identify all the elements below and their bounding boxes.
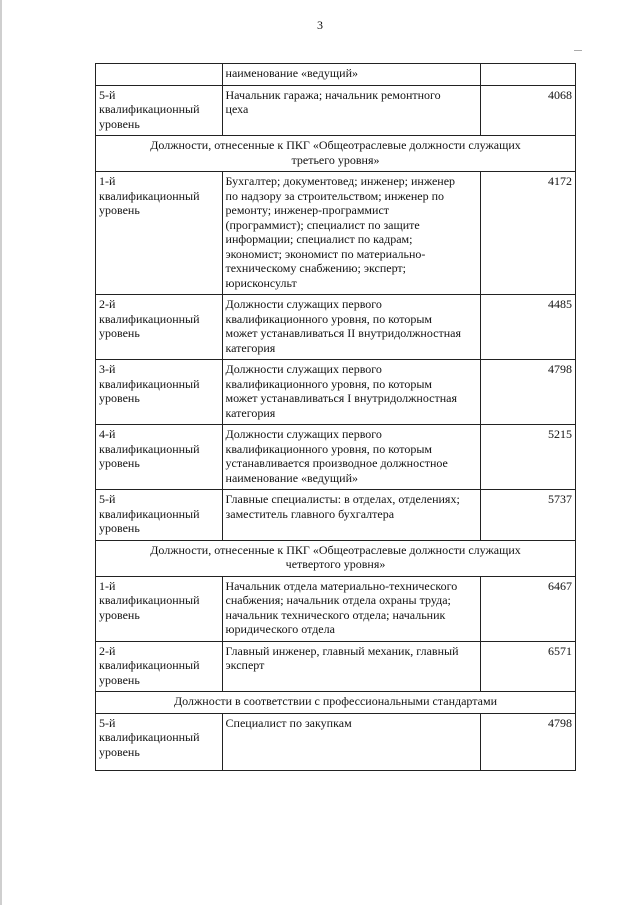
text-line: квалификационный [99, 188, 200, 203]
table-row [96, 490, 576, 541]
text-line: уровень [99, 521, 140, 535]
text-line: квалификационный [99, 658, 200, 672]
text-line: квалификационный [99, 506, 200, 521]
text-line: уровень [99, 203, 140, 217]
text-line: может устанавливаться I внутридолжностная [225, 391, 457, 405]
text-line: Должности служащих первого [225, 427, 382, 441]
positions-cell [222, 490, 480, 541]
salary-cell: 4485 [480, 295, 575, 360]
positions-cell [222, 641, 480, 692]
group-header [96, 692, 576, 714]
text-line: уровень [99, 326, 140, 340]
text-line: начальник технического отдела; начальник [225, 607, 446, 622]
salary-cell: 6571 [480, 641, 575, 692]
page-number: 3 [317, 18, 323, 32]
table-row [96, 172, 576, 295]
text-line: Специалист по закупкам [225, 715, 352, 730]
text-line: Бухгалтер; документовед; инженер; инженер [225, 174, 456, 188]
text-line: ремонту; инженер-программист [225, 203, 390, 217]
salary-cell: 5737 [480, 490, 575, 541]
text-line: эксперт [225, 658, 265, 672]
group-header-row [96, 540, 576, 576]
text-line: 5-й [99, 715, 116, 730]
text-line: уровень [99, 391, 140, 405]
group-header-row [96, 692, 576, 714]
text-line: 4-й [99, 427, 116, 441]
text-line: экономист; экономист по материально- [225, 246, 426, 261]
qualification-level-cell [96, 172, 223, 295]
qualification-level-cell [96, 641, 223, 692]
positions-cell [222, 172, 480, 295]
text-line: техническому снабжению; эксперт; [225, 261, 407, 275]
table-row [96, 576, 576, 641]
text-line: 1-й [99, 578, 116, 593]
text-line: Должности в соответствии с профессиональными стандартами [174, 694, 497, 708]
text-line: Должности, отнесенные к ПКГ «Общеотраслевые должности служащих [150, 138, 521, 152]
text-line: наименование «ведущий» [225, 66, 358, 80]
page-left-edge [0, 0, 2, 905]
text-line: может устанавливаться II внутридолжностная [225, 326, 461, 340]
text-line: цеха [225, 102, 249, 116]
qualification-level-cell [96, 295, 223, 360]
text-line: 2-й [99, 643, 116, 658]
text-line: Должности служащих первого [225, 297, 382, 311]
text-line: по надзору за строительством; инженер по [225, 188, 445, 203]
text-line: квалификационного уровня, по которым [225, 441, 433, 456]
group-header [96, 136, 576, 172]
table-row [96, 641, 576, 692]
text-line: четвертого уровня» [285, 557, 386, 571]
text-line: (программист); специалист по защите [225, 217, 420, 232]
text-line: квалификационный [99, 376, 200, 391]
text-line: третьего уровня» [291, 152, 380, 167]
text-line: Должности, отнесенные к ПКГ «Общеотраслевые должности служащих [150, 542, 521, 557]
text-line: 5-й [99, 492, 116, 506]
qualification-level-cell [96, 360, 223, 425]
text-line: уровень [99, 744, 140, 759]
positions-cell [222, 425, 480, 490]
group-header-row [96, 136, 576, 172]
salary-cell: 4798 [480, 713, 575, 770]
text-line: уровень [99, 672, 140, 687]
qualification-level-cell [96, 576, 223, 641]
positions-cell [222, 295, 480, 360]
qualification-level-cell [96, 85, 223, 136]
text-line: устанавливается производное должностное [225, 456, 448, 470]
text-line: юридического отдела [225, 622, 335, 636]
positions-cell [222, 64, 480, 86]
qualification-level-cell [96, 713, 223, 770]
table-row [96, 360, 576, 425]
text-line: квалификационного уровня, по которым [225, 311, 433, 326]
text-line: квалификационный [99, 102, 200, 116]
positions-cell [222, 85, 480, 136]
table-row [96, 64, 576, 86]
salary-table [95, 63, 576, 771]
qualification-level-cell [96, 490, 223, 541]
table-row [96, 85, 576, 136]
text-line: снабжения; начальник отдела охраны труда; [225, 593, 451, 607]
salary-cell: 6467 [480, 576, 575, 641]
text-line: квалификационный [99, 730, 200, 744]
text-line: заместитель главного бухгалтера [225, 506, 395, 521]
text-line: Начальник гаража; начальник ремонтного [225, 87, 441, 102]
text-line: категория [225, 340, 276, 355]
text-line: 3-й [99, 362, 116, 376]
qualification-level-cell [96, 64, 223, 86]
text-line: квалификационный [99, 311, 200, 326]
table-body [96, 64, 576, 771]
text-line: уровень [99, 607, 140, 622]
page-mark [574, 50, 582, 51]
text-line: уровень [99, 456, 140, 470]
salary-cell [480, 64, 575, 86]
text-line: квалификационного уровня, по которым [225, 376, 433, 391]
text-line: юрисконсульт [225, 275, 297, 290]
salary-cell: 5215 [480, 425, 575, 490]
text-line: 1-й [99, 174, 116, 188]
text-line: квалификационный [99, 441, 200, 456]
table-row [96, 295, 576, 360]
text-line: категория [225, 405, 276, 420]
text-line: наименование «ведущий» [225, 470, 358, 485]
text-line: Начальник отдела материально-технического [225, 578, 458, 593]
salary-cell: 4172 [480, 172, 575, 295]
text-line: Должности служащих первого [225, 362, 382, 376]
text-line: уровень [99, 116, 140, 131]
text-line: квалификационный [99, 593, 200, 607]
text-line: Главные специалисты: в отделах, отделениях; [225, 492, 460, 506]
table-row [96, 425, 576, 490]
text-line: Главный инженер, главный механик, главный [225, 643, 459, 658]
salary-cell: 4068 [480, 85, 575, 136]
salary-cell: 4798 [480, 360, 575, 425]
text-line: 2-й [99, 297, 116, 311]
qualification-level-cell [96, 425, 223, 490]
group-header [96, 540, 576, 576]
text-line: 5-й [99, 87, 116, 102]
positions-cell [222, 576, 480, 641]
positions-cell [222, 713, 480, 770]
positions-cell [222, 360, 480, 425]
table-row [96, 713, 576, 770]
text-line: информации; специалист по кадрам; [225, 232, 413, 246]
